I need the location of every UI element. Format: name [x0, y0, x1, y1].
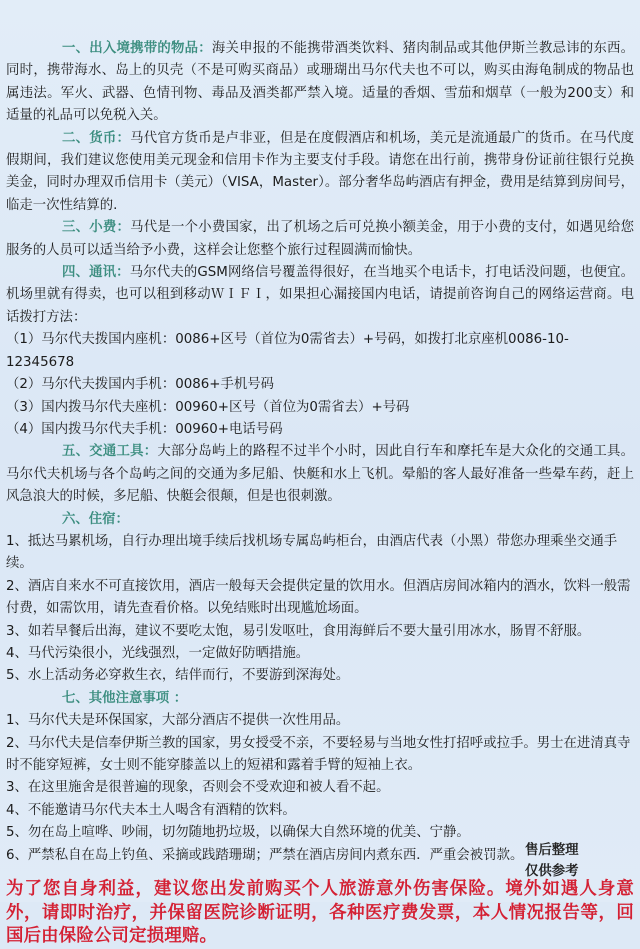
- section-other-heading: 七、其他注意事项 ：: [62, 690, 188, 706]
- section-text: 马代官方货币是卢非亚，但是在度假酒店和机场，美元是流通最广的货币。在马代度假期间，我们建议您使用美元现金和信用卡作为主要支付手段。请您在出行前，携带身份证前往银行兑换美金，同时办理双币信用卡（美元）（VISA，Master）。部分奢华岛屿酒店有押金，费用是结算到房间号，临走一次性结算的.: [6, 130, 634, 213]
- dial-item: （3）国内拨马尔代夫座机：00960+区号（首位为0需省去）+号码: [6, 399, 410, 415]
- section-heading: 四、通讯：: [62, 265, 130, 281]
- other-item: 4、不能邀请马尔代夫本土人喝含有酒精的饮料。: [6, 802, 296, 818]
- stay-item: 3、如若早餐后出海，建议不要吃太饱，易引发呕吐，食用海鲜后不要大量引用冰水，肠胃不舒服。: [6, 623, 591, 639]
- signature-line: 仅供参考: [525, 864, 579, 879]
- dial-item: （4）国内拨马尔代夫手机：00960+电话号码: [6, 421, 283, 437]
- stay-item: 4、马代污染很小，光线强烈，一定做好防晒措施。: [6, 645, 310, 661]
- insurance-notice: 为了您自身利益，建议您出发前购买个人旅游意外伤害保险。境外如遇人身意外，请即时治疗，并保留医院诊断证明，各种医疗费发票，本人情况报告等，回国后由保险公司定损理赔。: [6, 879, 634, 947]
- notice-content: [6, 38, 634, 949]
- section-transport: [6, 441, 634, 508]
- section-communication: [6, 262, 634, 329]
- section-heading: 一、出入境携带的物品：: [62, 41, 212, 56]
- section-tips: [6, 217, 634, 262]
- section-stay-heading: 六、住宿：: [62, 511, 129, 527]
- section-heading: 三、小费：: [62, 220, 131, 236]
- section-heading: 二、货币：: [62, 130, 131, 146]
- section-text: 海关申报的不能携带酒类饮料、猪肉制品或其他伊斯兰教忌讳的东西。同时，携带海水、岛上的贝壳（不是可购买商品）或珊瑚出马尔代夫也不可以，购买由海龟制成的物品也属违法。军火、武器、色情刊物、毒品及酒类都严禁入境。适量的香烟、雪茄和烟草（一般为200支）和适量的礼品可以免税入关。: [6, 41, 635, 124]
- stay-item: 5、水上活动务必穿救生衣，结伴而行，不要游到深海处。: [6, 668, 350, 684]
- signature: [525, 840, 579, 882]
- section-text: 马尔代夫的GSM网络信号覆盖得很好，在当地买个电话卡，打电话没问题，也便宜。机场里就有得卖，也可以租到移动ＷＩＦＩ，如果担心漏接国内电话，请提前咨询自己的网络运营商。电话拨打方法：: [6, 265, 634, 325]
- section-currency: [6, 128, 634, 218]
- dial-item: （2）马尔代夫拨国内手机：0086+手机号码: [6, 377, 275, 393]
- other-item: 5、勿在岛上喧哗、吵闹，切勿随地扔垃圾，以确保大自然环境的优美、宁静。: [6, 825, 470, 841]
- section-text: 马代是一个小费国家，出了机场之后可兑换小额美金，用于小费的支付，如遇见给您服务的人员可以适当给予小费，这样会让您整个旅行过程圆满而愉快。: [6, 220, 634, 258]
- section-heading: 五、交通工具：: [62, 444, 158, 460]
- stay-item: 2、酒店自来水不可直接饮用，酒店一般每天会提供定量的饮用水。但酒店房间冰箱内的酒水，饮料一般需付费，如需饮用，请先查看价格。以免结账时出现尴尬场面。: [6, 578, 631, 617]
- stay-item: 1、抵达马累机场，自行办理出境手续后找机场专属岛屿柜台，由酒店代表（小黑）带您办理乘坐交通手续。: [6, 533, 618, 572]
- other-item: 1、马尔代夫是环保国家，大部分酒店不提供一次性用品。: [6, 713, 350, 729]
- dial-item: （1）马尔代夫拨国内座机：0086+区号（首位为0需省去）+号码，如拨打北京座机0086-10-12345678: [6, 332, 569, 370]
- other-item: 3、在这里施舍是很普遍的现象，否则会不受欢迎和被人看不起。: [6, 780, 390, 796]
- section-text: 大部分岛屿上的路程不过半个小时，因此自行车和摩托车是大众化的交通工具。马尔代夫机场与各个岛屿之间的交通为多尼船、快艇和水上飞机。晕船的客人最好准备一些晕车药，赶上风急浪大的时候，多尼船、快艇会很颠，但是也很刺激。: [6, 444, 634, 505]
- signature-line: 售后整理: [525, 843, 579, 858]
- section-customs: [6, 38, 634, 128]
- other-item: 6、严禁私自在岛上钓鱼、采摘或践踏珊瑚；严禁在酒店房间内煮东西．严重会被罚款。: [6, 847, 524, 863]
- other-item: 2、马尔代夫是信奉伊斯兰教的国家，男女授受不亲，不要轻易与当地女性打招呼或拉手。男士在进清真寺时不能穿短裤，女士则不能穿膝盖以上的短裙和露着手臂的短袖上衣。: [6, 735, 631, 773]
